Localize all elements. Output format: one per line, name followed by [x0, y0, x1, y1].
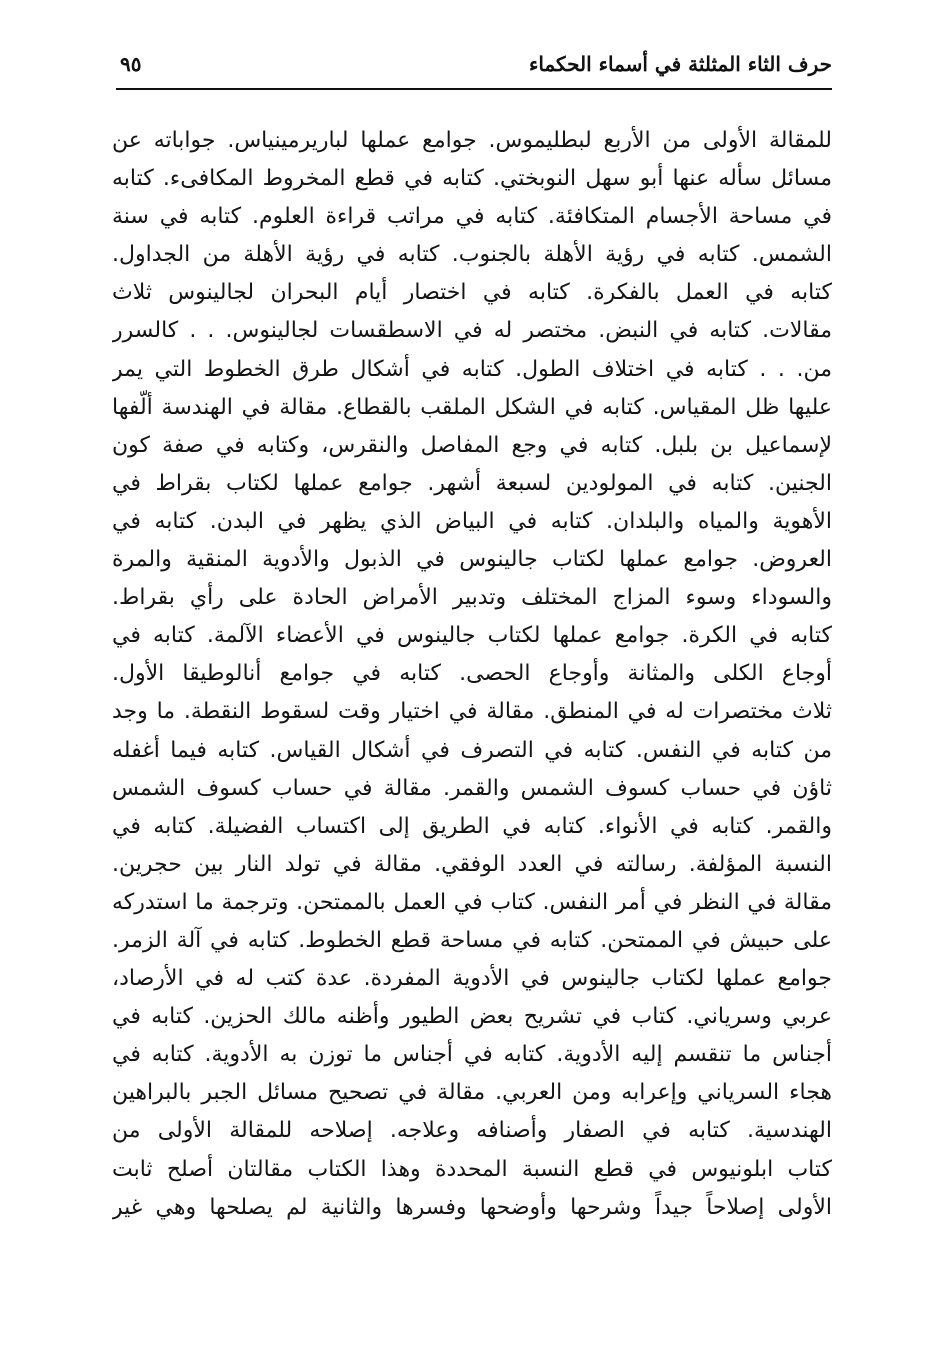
text-line: النسبة المؤلفة. رسالته في العدد الوفقي. مقالة في تولد النار بين حجرين. [112, 851, 832, 877]
text-line: الأهوية والمياه والبلدان. كتابه في البياض الذي يظهر في البدن. كتابه في [112, 508, 832, 534]
text-line: الأولى إصلاحاً جيداً وشرحها وأوضحها وفسرها والثانية لم يصلحها وهي غير [112, 1194, 832, 1220]
text-line: كتاب ابلونيوس في قطع النسبة المحددة وهذا الكتاب مقالتان أصلح ثابت [112, 1156, 832, 1182]
page-number: ٩٥ [120, 52, 142, 76]
text-line: كتابه في الكرة. جوامع عملها لكتاب جالينوس في الأعضاء الآلمة. كتابه في [112, 623, 832, 649]
text-line: من كتابه في النفس. كتابه في التصرف في أشكال القياس. كتابه فيما أغفله [112, 737, 832, 763]
text-line: لإسماعيل بن بلبل. كتابه في وجع المفاصل والنقرس، وكتابه في صفة كون [112, 432, 832, 458]
text-line: في مساحة الأجسام المتكافئة. كتابه في مراتب قراءة العلوم. كتابه في سنة [112, 204, 832, 230]
text-line: الهندسية. كتابه في الصفار وأصنافه وعلاجه. إصلاحه للمقالة الأولى من [112, 1118, 832, 1144]
text-line: أجناس ما تنقسم إليه الأدوية. كتابه في أجناس ما توزن به الأدوية. كتابه في [112, 1042, 832, 1068]
text-line: والسوداء وسوء المزاج المختلف وتدبير الأمراض الحادة على رأي بقراط. [112, 585, 832, 611]
text-line: مقالات. كتابه في النبض. مختصر له في الاسطقسات لجالينوس. . . كالسرر [112, 318, 832, 344]
text-line: للمقالة الأولى من الأربع لبطليموس. جوامع عملها لباريرمينياس. جواباته عن [112, 128, 832, 153]
text-line: مسائل سأله عنها أبو سهل النوبختي. كتابه في قطع المخروط المكافىء. كتابه [112, 166, 832, 192]
text-line: العروض. جوامع عملها لكتاب جالينوس في الذبول والأدوية المنقية والمرة [112, 547, 832, 573]
text-line: الجنين. كتابه في المولودين لسبعة أشهر. جوامع عملها لكتاب بقراط في [112, 470, 832, 496]
text-line: عربي وسرياني. كتاب في تشريح بعض الطيور وأظنه مالك الحزين. كتابه في [112, 1004, 832, 1030]
body-text [112, 122, 832, 1227]
text-line: ثاؤن في حساب كسوف الشمس والقمر. مقالة في حساب كسوف الشمس [112, 775, 832, 801]
text-line: أوجاع الكلى والمثانة وأوجاع الحصى. كتابه في جوامع أنالوطيقا الأول. [112, 661, 832, 687]
text-line: عليها ظل المقياس. كتابه في الشكل الملقب بالقطاع. مقالة في الهندسة ألّفها [112, 394, 832, 420]
text-line: كتابه في العمل بالفكرة. كتابه في اختصار أيام البحران لجالينوس ثلاث [112, 280, 832, 306]
text-line: من. . . كتابه في اختلاف الطول. كتابه في أشكال طرق الخطوط التي يمر [112, 356, 832, 382]
text-line: ثلاث مختصرات له في المنطق. مقالة في اختيار وقت لسقوط النقطة. ما وجد [112, 699, 832, 725]
text-line: على حبيش في الممتحن. كتابه في مساحة قطع الخطوط. كتابه في آلة الزمر. [112, 927, 832, 953]
text-line: الشمس. كتابه في رؤية الأهلة بالجنوب. كتابه في رؤية الأهلة من الجداول. [112, 242, 832, 268]
text-line: هجاء السرياني وإعرابه ومن العربي. مقالة في تصحيح مسائل الجبر بالبراهين [112, 1080, 832, 1106]
text-line: جوامع عملها لكتاب جالينوس في الأدوية المفردة. عدة كتب له في الأرصاد، [112, 966, 832, 992]
header-title: حرف الثاء المثلثة في أسماء الحكماء [528, 52, 832, 76]
text-line: والقمر. كتابه في الأنواء. كتابه في الطريق إلى اكتساب الفضيلة. كتابه في [112, 813, 832, 839]
text-line: مقالة في النظر في أمر النفس. كتاب في العمل بالممتحن. وترجمة ما استدركه [112, 889, 832, 915]
running-header [116, 52, 832, 90]
